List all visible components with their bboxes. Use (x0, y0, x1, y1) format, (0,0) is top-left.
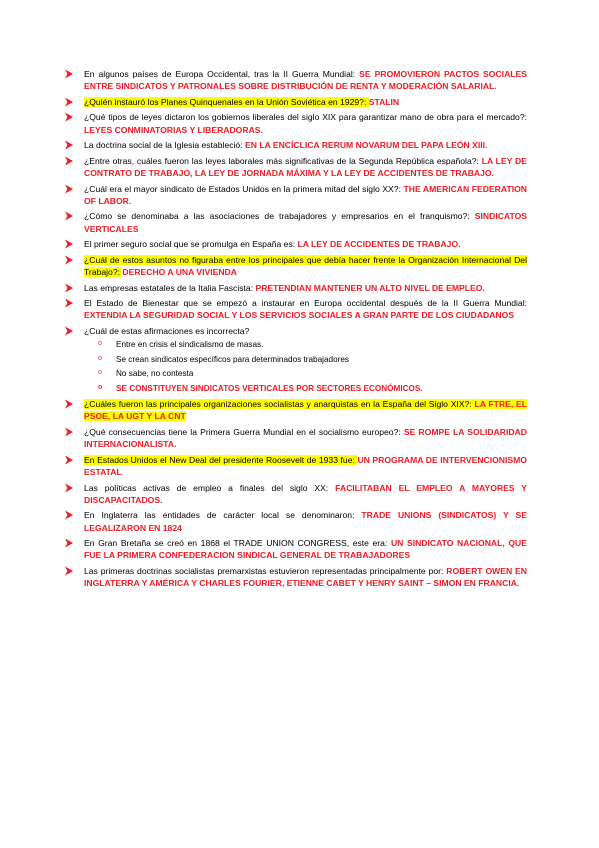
arrowhead-bullet-icon (64, 538, 74, 548)
arrowhead-bullet-icon (64, 483, 74, 493)
arrowhead-bullet-icon (64, 427, 74, 437)
arrowhead-bullet-icon (64, 510, 74, 520)
option-text: Se crean sindicatos específicos para determinados trabajadores (116, 354, 350, 364)
question-text: ¿Qué tipos de leyes dictaron los gobiernos liberales del siglo XIX para garantizar mano de obra para el mercado?: (84, 112, 527, 123)
answer-text: EN LA ENCÍCLICA RERUM NOVARUM DEL PAPA LEÓN XIII. (245, 140, 488, 151)
arrowhead-bullet-icon (64, 97, 74, 107)
question-text: ¿Cuáles fueron las principales organizaciones socialistas y anarquistas en la España del Siglo XIX?: (84, 399, 475, 410)
arrowhead-bullet-icon (64, 140, 74, 150)
answer-text: TRADE UNIONS (SINDICATOS) Y SE LEGALIZARON EN 1824 (84, 510, 528, 533)
list-item (84, 325, 527, 395)
option-item (98, 339, 527, 351)
answer-text: UN PROGRAMA DE INTERVENCIONISMO ESTATAL (84, 454, 527, 477)
arrowhead-bullet-icon (64, 69, 74, 79)
option-text: Entre en crisis el sindicalismo de masas. (116, 340, 264, 350)
answer-text: UN SINDICATO NACIONAL, QUE FUE LA PRIMERA CONFEDERACION SINDICAL GENERAL DE TRABAJADORES (84, 538, 527, 561)
question-text: ¿Cuál era el mayor sindicato de Estados Unidos en la primera mitad del siglo XX?: (84, 183, 404, 194)
arrowhead-bullet-icon (64, 255, 74, 265)
option-item-answer (98, 383, 527, 395)
option-text: No sabe, no contesta (116, 369, 194, 379)
list-item (84, 254, 527, 278)
answer-text: STALIN (368, 96, 400, 107)
circle-bullet-icon: o (98, 354, 102, 362)
arrowhead-bullet-icon (64, 211, 74, 221)
question-text: Las primeras doctrinas socialistas premarxistas estuvieron representadas principalmente por: (84, 565, 447, 576)
list-item (84, 111, 527, 135)
list-item (84, 426, 527, 450)
list-item (84, 139, 527, 151)
answer-text: SE ROMPE LA SOLIDARIDAD INTERNACIONALISTA. (84, 426, 527, 450)
arrowhead-bullet-icon (64, 283, 74, 293)
arrowhead-bullet-icon (64, 298, 74, 308)
list-item (84, 509, 527, 533)
question-text: Las políticas activas de empleo a finales del siglo XX: (84, 482, 336, 493)
answer-text: LA LEY DE CONTRATO DE TRABAJO, LA LEY DE JORNADA MÁXIMA Y LA LEY DE ACCIDENTES DE TRABAJO. (84, 155, 527, 178)
answer-text: SE PROMOVIERON PACTOS SOCIALES ENTRE SINDICATOS Y PATRONALES SOBRE DISTRIBUCIÓN DE RENTA Y MODERACIÓN SALARIAL. (84, 69, 527, 92)
answer-text: LEYES CONMINATORIAS Y LIBERADORAS. (84, 124, 263, 135)
arrowhead-bullet-icon (64, 326, 74, 336)
answer-text: THE AMERICAN FEDERATION OF LABOR. (84, 183, 527, 206)
circle-bullet-icon: o (98, 384, 103, 392)
list-item (84, 482, 527, 506)
question-text: En Inglaterra las entidades de carácter local se denominaron: (84, 510, 362, 521)
circle-bullet-icon: o (98, 340, 102, 348)
arrowhead-bullet-icon (64, 399, 74, 409)
list-item (84, 282, 527, 294)
question-text: En Gran Bretaña se creó en 1868 el TRADE UNION CONGRESS, este era: (84, 538, 391, 549)
list-item (84, 454, 527, 478)
list-item (84, 210, 527, 234)
answer-text: LA FTRE, EL PSOE, LA UGT Y LA CNT (84, 399, 527, 422)
answer-text: ROBERT OWEN EN INGLATERRA Y AMÉRICA Y CHARLES FOURIER, ETIENNE CABET Y HENRY SAINT – SIMON EN FRANCIA. (84, 565, 527, 589)
answer-text: EXTENDIA LA SEGURIDAD SOCIAL Y LOS SERVICIOS SOCIALES A GRAN PARTE DE LOS CIUDADANOS (84, 310, 515, 321)
circle-bullet-icon: o (98, 369, 102, 377)
list-item (84, 537, 527, 561)
arrowhead-bullet-icon (64, 184, 74, 194)
list-item (84, 155, 527, 179)
list-item (84, 183, 527, 207)
answer-text: FACILITABAN EL EMPLEO A MAYORES Y DISCAPACITADOS. (84, 482, 527, 505)
list-item (84, 565, 527, 589)
question-text: ¿Quién instauró los Planes Quinquenales en la Unión Soviética en 1929?: (84, 96, 369, 107)
question-text: ¿Cómo se denominaba a las asociaciones de trabajadores y empresarios en el franquismo?: (84, 211, 475, 222)
option-text: SE CONSTITUYEN SINDICATOS VERTICALES POR SECTORES ECONÓMICOS. (116, 384, 423, 394)
question-text: En Estados Unidos el New Deal del presidente Roosevelt de 1933 fue: (84, 454, 358, 465)
list-item (84, 297, 527, 321)
arrowhead-bullet-icon (64, 112, 74, 122)
option-list (84, 339, 527, 395)
question-text: ¿Entre otras, cuáles fueron las leyes laborales más significativas de la Segunda República española?: (84, 155, 482, 166)
arrowhead-bullet-icon (64, 239, 74, 249)
list-item (84, 238, 527, 250)
question-text: En algunos países de Europa Occidental, tras la II Guerra Mundial: (84, 69, 360, 79)
answer-text: SINDICATOS VERTICALES (84, 211, 527, 234)
list-item (84, 96, 527, 108)
answer-text: PRETENDIAN MANTENER UN ALTO NIVEL DE EMPLEO. (255, 282, 485, 293)
arrowhead-bullet-icon (64, 455, 74, 465)
list-item (84, 68, 527, 92)
answer-text: LA LEY DE ACCIDENTES DE TRABAJO. (297, 239, 461, 250)
arrowhead-bullet-icon (64, 156, 74, 166)
option-item (98, 354, 527, 366)
arrowhead-bullet-icon (64, 566, 74, 576)
question-list (84, 68, 527, 589)
question-text: ¿Cuál de estas afirmaciones es incorrecta? (84, 325, 250, 336)
question-text: El primer seguro social que se promulga en España es: (84, 239, 298, 250)
list-item (84, 398, 527, 422)
option-item (98, 368, 527, 380)
answer-text: DERECHO A UNA VIVIENDA (122, 266, 237, 277)
question-text: ¿Qué consecuencias tiene la Primera Guerra Mundial en el socialismo europeo?: (84, 426, 404, 437)
question-text: Las empresas estatales de la Italia Fascista: (84, 282, 256, 293)
question-text: La doctrina social de la Iglesia estableció: (84, 140, 245, 151)
question-text: ¿Cuál de estos asuntos no figuraba entre los principales que debía hacer frente la Organización Internacional Del Trabajo?: (84, 254, 527, 277)
question-text: El Estado de Bienestar que se empezó a instaurar en Europa occidental después de la II Guerra Mundial: (84, 298, 527, 309)
